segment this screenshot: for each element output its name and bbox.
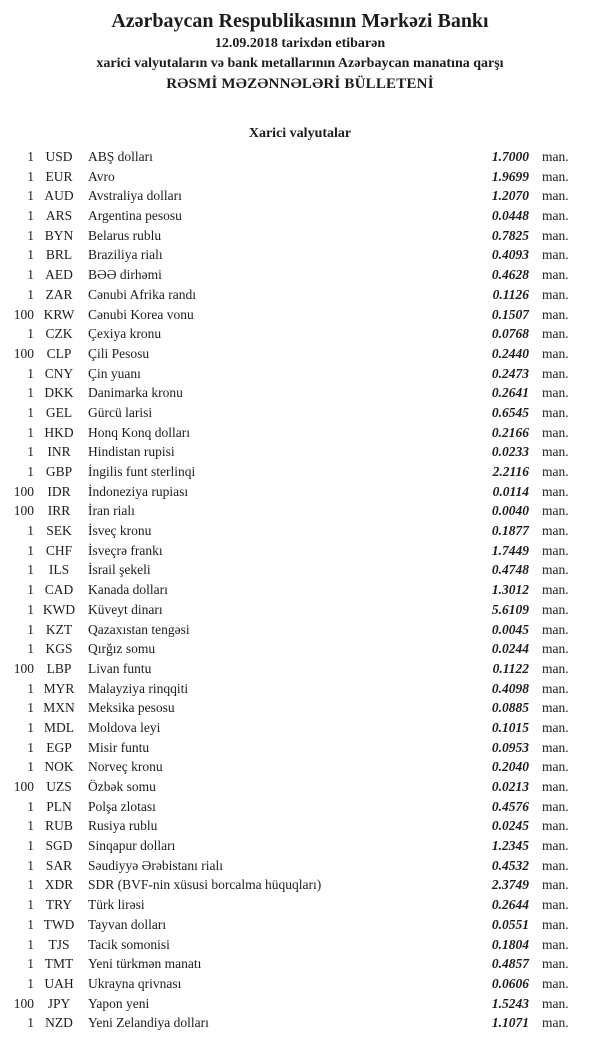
currency-code: CNY xyxy=(44,365,74,381)
currency-name: İngilis funt sterlinqi xyxy=(88,464,196,479)
rate-unit: man. xyxy=(542,759,569,775)
currency-code: ZAR xyxy=(45,286,73,302)
table-row xyxy=(0,777,600,797)
rate-quantity: 1 xyxy=(27,798,34,814)
currency-code: GBP xyxy=(45,464,73,479)
currency-code: AED xyxy=(45,267,73,283)
currency-code: CLP xyxy=(46,345,72,361)
currency-code: SAR xyxy=(45,857,73,873)
rate-quantity: 1 xyxy=(27,838,34,854)
currency-code: SEK xyxy=(46,523,72,539)
table-row xyxy=(0,285,600,305)
table-row xyxy=(0,324,600,344)
rate-unit: man. xyxy=(542,700,569,716)
rate-unit: man. xyxy=(542,916,569,932)
rate-quantity: 1 xyxy=(27,424,34,440)
table-row xyxy=(0,895,600,915)
rate-value: 0.0045 xyxy=(491,621,529,637)
rate-quantity: 1 xyxy=(27,719,34,735)
currency-name: Çin yuanı xyxy=(88,365,141,381)
rate-value: 0.4748 xyxy=(491,562,529,578)
table-row xyxy=(0,816,600,836)
rate-unit: man. xyxy=(542,680,569,696)
currency-name: Tacik somonisi xyxy=(88,936,170,952)
currency-code: KZT xyxy=(45,621,73,637)
currency-code: XDR xyxy=(44,877,74,893)
currency-name: Danimarka kronu xyxy=(88,385,183,401)
rate-quantity: 1 xyxy=(27,739,34,755)
currency-name: Moldova leyi xyxy=(88,719,161,735)
rate-value: 0.1015 xyxy=(491,719,529,735)
table-row xyxy=(0,915,600,935)
currency-code: NZD xyxy=(45,1015,73,1031)
currency-name: Çili Pesosu xyxy=(88,345,150,361)
rate-quantity: 1 xyxy=(27,404,34,420)
rate-quantity: 1 xyxy=(27,523,34,539)
rate-quantity: 1 xyxy=(27,464,34,479)
currency-code: SGD xyxy=(45,838,73,854)
rate-unit: man. xyxy=(542,995,569,1011)
currency-name: Meksika pesosu xyxy=(88,700,175,716)
rate-quantity: 1 xyxy=(27,188,34,204)
rate-quantity: 1 xyxy=(27,680,34,696)
rate-quantity: 1 xyxy=(27,149,34,164)
rate-quantity: 1 xyxy=(27,936,34,952)
currency-name: Yeni Zelandiya dolları xyxy=(88,1015,209,1031)
rate-value: 5.6109 xyxy=(491,601,529,617)
currency-name: Gürcü larisi xyxy=(88,404,153,420)
table-row xyxy=(0,718,600,738)
currency-code: BYN xyxy=(44,227,74,243)
table-row xyxy=(0,659,600,679)
rate-quantity: 1 xyxy=(27,247,34,263)
table-row xyxy=(0,994,600,1014)
rate-quantity: 1 xyxy=(27,877,34,893)
table-row xyxy=(0,501,600,521)
rate-unit: man. xyxy=(542,975,569,991)
rate-value: 0.4532 xyxy=(491,857,529,873)
currency-code: TRY xyxy=(45,897,73,913)
rate-value: 1.2345 xyxy=(491,838,529,854)
rate-quantity: 1 xyxy=(27,227,34,243)
bulletin-title: RƏSMİ MƏZƏNNƏLƏRİ BÜLLETENİ xyxy=(166,76,434,92)
rate-value: 0.2166 xyxy=(491,424,529,440)
table-row xyxy=(0,167,600,187)
currency-name: İsveçrə frankı xyxy=(88,542,163,558)
currency-name: İsveç kronu xyxy=(88,523,152,539)
currency-name: Hindistan rupisi xyxy=(88,444,175,460)
rate-unit: man. xyxy=(542,621,569,637)
table-row xyxy=(0,344,600,364)
currency-code: ILS xyxy=(48,562,70,578)
rate-quantity: 1 xyxy=(27,621,34,637)
rate-unit: man. xyxy=(542,719,569,735)
currency-code: UZS xyxy=(46,779,72,794)
rate-unit: man. xyxy=(542,247,569,263)
rate-value: 0.0768 xyxy=(491,326,529,342)
currency-name: Honq Konq dolları xyxy=(88,424,190,440)
rate-unit: man. xyxy=(542,503,569,519)
currency-code: IDR xyxy=(47,483,71,499)
table-row xyxy=(0,206,600,226)
currency-name: Cənubi Afrika randı xyxy=(88,286,196,302)
currency-name: Rusiya rublu xyxy=(88,818,158,834)
rate-quantity: 1 xyxy=(27,975,34,991)
rate-value: 0.2641 xyxy=(491,385,529,401)
currency-code: MXN xyxy=(43,700,75,716)
rate-unit: man. xyxy=(542,385,569,401)
currency-name: İsrail şekeli xyxy=(88,562,151,578)
rate-value: 0.0551 xyxy=(491,916,529,932)
rate-quantity: 1 xyxy=(27,1015,34,1031)
table-row xyxy=(0,403,600,423)
currency-code: IRR xyxy=(47,503,71,519)
currency-name: Türk lirəsi xyxy=(88,897,145,913)
rate-unit: man. xyxy=(542,267,569,283)
currency-code: KRW xyxy=(43,306,75,322)
rate-value: 0.0040 xyxy=(491,503,529,519)
currency-code: TWD xyxy=(43,916,75,932)
rate-unit: man. xyxy=(542,444,569,460)
table-row xyxy=(0,1013,600,1033)
rate-quantity: 1 xyxy=(27,759,34,775)
rate-value: 1.2070 xyxy=(491,188,529,204)
rate-quantity: 1 xyxy=(27,365,34,381)
rate-unit: man. xyxy=(542,168,569,184)
rate-value: 0.4093 xyxy=(491,247,529,263)
currency-name: Özbək somu xyxy=(88,779,156,794)
currency-code: MYR xyxy=(43,680,75,696)
rate-value: 0.0953 xyxy=(491,739,529,755)
rate-value: 1.1071 xyxy=(491,1015,529,1031)
rate-value: 0.0114 xyxy=(492,483,529,499)
rate-unit: man. xyxy=(542,404,569,420)
rate-value: 0.1804 xyxy=(491,936,529,952)
rate-quantity: 1 xyxy=(27,562,34,578)
table-row xyxy=(0,147,600,167)
rate-unit: man. xyxy=(542,286,569,302)
rate-quantity: 1 xyxy=(27,168,34,184)
rate-value: 0.4576 xyxy=(491,798,529,814)
table-row xyxy=(0,186,600,206)
currency-code: KGS xyxy=(45,641,73,657)
currency-code: ARS xyxy=(45,208,73,224)
currency-name: Malayziya rinqqiti xyxy=(88,680,189,696)
rate-quantity: 100 xyxy=(13,483,34,499)
rate-unit: man. xyxy=(542,582,569,598)
table-row xyxy=(0,383,600,403)
rate-unit: man. xyxy=(542,739,569,755)
currency-code: LBP xyxy=(46,660,72,676)
rate-value: 1.7449 xyxy=(491,542,529,558)
currency-code: TJS xyxy=(48,936,70,952)
rate-value: 1.5243 xyxy=(491,995,529,1011)
rate-unit: man. xyxy=(542,149,569,164)
table-row xyxy=(0,620,600,640)
table-row xyxy=(0,698,600,718)
table-row xyxy=(0,560,600,580)
rate-unit: man. xyxy=(542,838,569,854)
table-row xyxy=(0,521,600,541)
currency-code: CHF xyxy=(45,542,73,558)
currency-name: Qırğız somu xyxy=(88,641,156,657)
document-subtitle: xarici valyutaların və bank metallarının Azərbaycan manatına qarşı xyxy=(96,56,504,71)
currency-name: Polşa zlotası xyxy=(88,798,156,814)
rate-unit: man. xyxy=(542,818,569,834)
currency-name: Sinqapur dolları xyxy=(88,838,176,854)
rate-value: 0.0233 xyxy=(491,444,529,460)
table-row xyxy=(0,600,600,620)
currency-code: RUB xyxy=(45,818,73,834)
rate-value: 2.3749 xyxy=(491,877,529,893)
rate-unit: man. xyxy=(542,523,569,539)
table-row xyxy=(0,954,600,974)
rate-quantity: 1 xyxy=(27,208,34,224)
table-row xyxy=(0,974,600,994)
currency-code: MDL xyxy=(44,719,74,735)
rate-unit: man. xyxy=(542,936,569,952)
currency-code: TMT xyxy=(44,956,74,972)
rate-value: 1.3012 xyxy=(491,582,529,598)
rate-unit: man. xyxy=(542,779,569,794)
currency-code: HKD xyxy=(44,424,74,440)
document-header xyxy=(0,9,600,95)
rate-value: 0.0885 xyxy=(491,700,529,716)
rate-value: 0.6545 xyxy=(491,404,529,420)
currency-name: İndoneziya rupiası xyxy=(88,483,189,499)
rate-unit: man. xyxy=(542,188,569,204)
rate-unit: man. xyxy=(542,345,569,361)
rate-value: 0.7825 xyxy=(491,227,529,243)
rate-unit: man. xyxy=(542,483,569,499)
rate-quantity: 100 xyxy=(13,345,34,361)
currency-code: AUD xyxy=(44,188,74,204)
currency-name: SDR (BVF-nin xüsusi borcalma hüquqları) xyxy=(88,877,322,893)
rate-unit: man. xyxy=(542,1015,569,1031)
rate-unit: man. xyxy=(542,660,569,676)
rate-quantity: 1 xyxy=(27,444,34,460)
rate-value: 0.0448 xyxy=(491,208,529,224)
table-row xyxy=(0,245,600,265)
currency-code: BRL xyxy=(45,247,73,263)
rate-unit: man. xyxy=(542,956,569,972)
currency-code: USD xyxy=(45,149,73,164)
currency-name: Avro xyxy=(88,168,115,184)
currency-code: PLN xyxy=(46,798,72,814)
currency-name: Ukrayna qrivnası xyxy=(88,975,182,991)
rate-quantity: 1 xyxy=(27,956,34,972)
rate-quantity: 100 xyxy=(13,995,34,1011)
rate-unit: man. xyxy=(542,542,569,558)
table-row xyxy=(0,856,600,876)
table-row xyxy=(0,482,600,502)
currency-name: ABŞ dolları xyxy=(88,149,153,164)
rate-unit: man. xyxy=(542,798,569,814)
table-row xyxy=(0,836,600,856)
rate-value: 0.2440 xyxy=(491,345,529,361)
rate-unit: man. xyxy=(542,897,569,913)
rate-quantity: 1 xyxy=(27,267,34,283)
currency-code: CZK xyxy=(45,326,73,342)
table-row xyxy=(0,757,600,777)
currency-name: Yapon yeni xyxy=(88,995,150,1011)
currency-code: UAH xyxy=(44,975,74,991)
rate-value: 0.1507 xyxy=(491,306,529,322)
currency-code: EGP xyxy=(46,739,72,755)
rate-value: 0.4857 xyxy=(491,956,529,972)
rate-value: 0.4098 xyxy=(491,680,529,696)
rate-unit: man. xyxy=(542,424,569,440)
currency-name: BƏƏ dirhəmi xyxy=(88,267,162,283)
currency-name: Avstraliya dolları xyxy=(88,188,182,204)
currency-name: Livan funtu xyxy=(88,660,152,676)
currency-name: Səudiyyə Ərəbistanı rialı xyxy=(88,857,223,873)
rate-unit: man. xyxy=(542,562,569,578)
table-row xyxy=(0,364,600,384)
rate-unit: man. xyxy=(542,641,569,657)
currency-name: Tayvan dolları xyxy=(88,916,167,932)
currency-code: EUR xyxy=(45,168,73,184)
rate-value: 1.9699 xyxy=(491,168,529,184)
table-row xyxy=(0,935,600,955)
table-row xyxy=(0,541,600,561)
rate-quantity: 1 xyxy=(27,601,34,617)
rate-unit: man. xyxy=(542,464,569,479)
currency-name: Belarus rublu xyxy=(88,227,162,243)
rate-quantity: 1 xyxy=(27,582,34,598)
rate-quantity: 1 xyxy=(27,818,34,834)
rate-unit: man. xyxy=(542,326,569,342)
rate-quantity: 1 xyxy=(27,385,34,401)
rate-quantity: 1 xyxy=(27,916,34,932)
rate-value: 0.4628 xyxy=(491,267,529,283)
rate-value: 0.0245 xyxy=(491,818,529,834)
rate-unit: man. xyxy=(542,365,569,381)
currency-name: Kanada dolları xyxy=(88,582,168,598)
currency-name: Misir funtu xyxy=(88,739,150,755)
rate-unit: man. xyxy=(542,601,569,617)
rate-value: 0.1122 xyxy=(492,660,529,676)
currency-name: Norveç kronu xyxy=(88,759,163,775)
rate-quantity: 1 xyxy=(27,700,34,716)
table-row xyxy=(0,423,600,443)
rate-unit: man. xyxy=(542,306,569,322)
rate-value: 2.2116 xyxy=(492,464,529,479)
rate-value: 1.7000 xyxy=(491,149,529,164)
rate-quantity: 1 xyxy=(27,326,34,342)
currency-code: JPY xyxy=(47,995,71,1011)
rate-value: 0.2644 xyxy=(491,897,529,913)
table-row xyxy=(0,265,600,285)
rate-unit: man. xyxy=(542,208,569,224)
currency-code: KWD xyxy=(42,601,76,617)
rate-value: 0.1126 xyxy=(492,286,529,302)
table-row xyxy=(0,305,600,325)
rate-quantity: 1 xyxy=(27,857,34,873)
table-row xyxy=(0,679,600,699)
rate-quantity: 1 xyxy=(27,641,34,657)
rate-value: 0.2473 xyxy=(491,365,529,381)
currency-code: GEL xyxy=(45,404,73,420)
table-row xyxy=(0,462,600,482)
currency-name: İran rialı xyxy=(88,503,135,519)
currency-name: Küveyt dinarı xyxy=(88,601,163,617)
rate-quantity: 100 xyxy=(13,660,34,676)
table-row xyxy=(0,875,600,895)
currency-code: INR xyxy=(47,444,71,460)
table-row xyxy=(0,738,600,758)
rate-value: 0.2040 xyxy=(491,759,529,775)
section-title: Xarici valyutalar xyxy=(248,126,352,141)
rate-quantity: 100 xyxy=(13,503,34,519)
rate-value: 0.0606 xyxy=(491,975,529,991)
rate-value: 0.1877 xyxy=(491,523,529,539)
rate-value: 0.0213 xyxy=(491,779,529,794)
rate-quantity: 1 xyxy=(27,286,34,302)
rate-quantity: 100 xyxy=(13,779,34,794)
currency-name: Argentina pesosu xyxy=(88,208,182,224)
table-row xyxy=(0,580,600,600)
rate-quantity: 1 xyxy=(27,897,34,913)
rate-unit: man. xyxy=(542,227,569,243)
currency-name: Qazaxıstan tengəsi xyxy=(88,621,190,637)
rate-unit: man. xyxy=(542,857,569,873)
currency-name: Braziliya rialı xyxy=(88,247,163,263)
effective-date: 12.09.2018 tarixdən etibarən xyxy=(214,36,386,51)
currency-name: Cənubi Korea vonu xyxy=(88,306,194,322)
rate-value: 0.0244 xyxy=(491,641,529,657)
table-row xyxy=(0,442,600,462)
rate-quantity: 1 xyxy=(27,542,34,558)
table-row xyxy=(0,797,600,817)
rates-table xyxy=(0,147,600,1033)
currency-name: Yeni türkmən manatı xyxy=(88,956,202,972)
bank-title: Azərbaycan Respublikasının Mərkəzi Bankı xyxy=(111,10,489,32)
currency-code: DKK xyxy=(44,385,74,401)
rate-unit: man. xyxy=(542,877,569,893)
currency-code: CAD xyxy=(44,582,74,598)
rate-quantity: 100 xyxy=(13,306,34,322)
table-row xyxy=(0,226,600,246)
currency-name: Çexiya kronu xyxy=(88,326,162,342)
table-row xyxy=(0,639,600,659)
currency-code: NOK xyxy=(44,759,74,775)
